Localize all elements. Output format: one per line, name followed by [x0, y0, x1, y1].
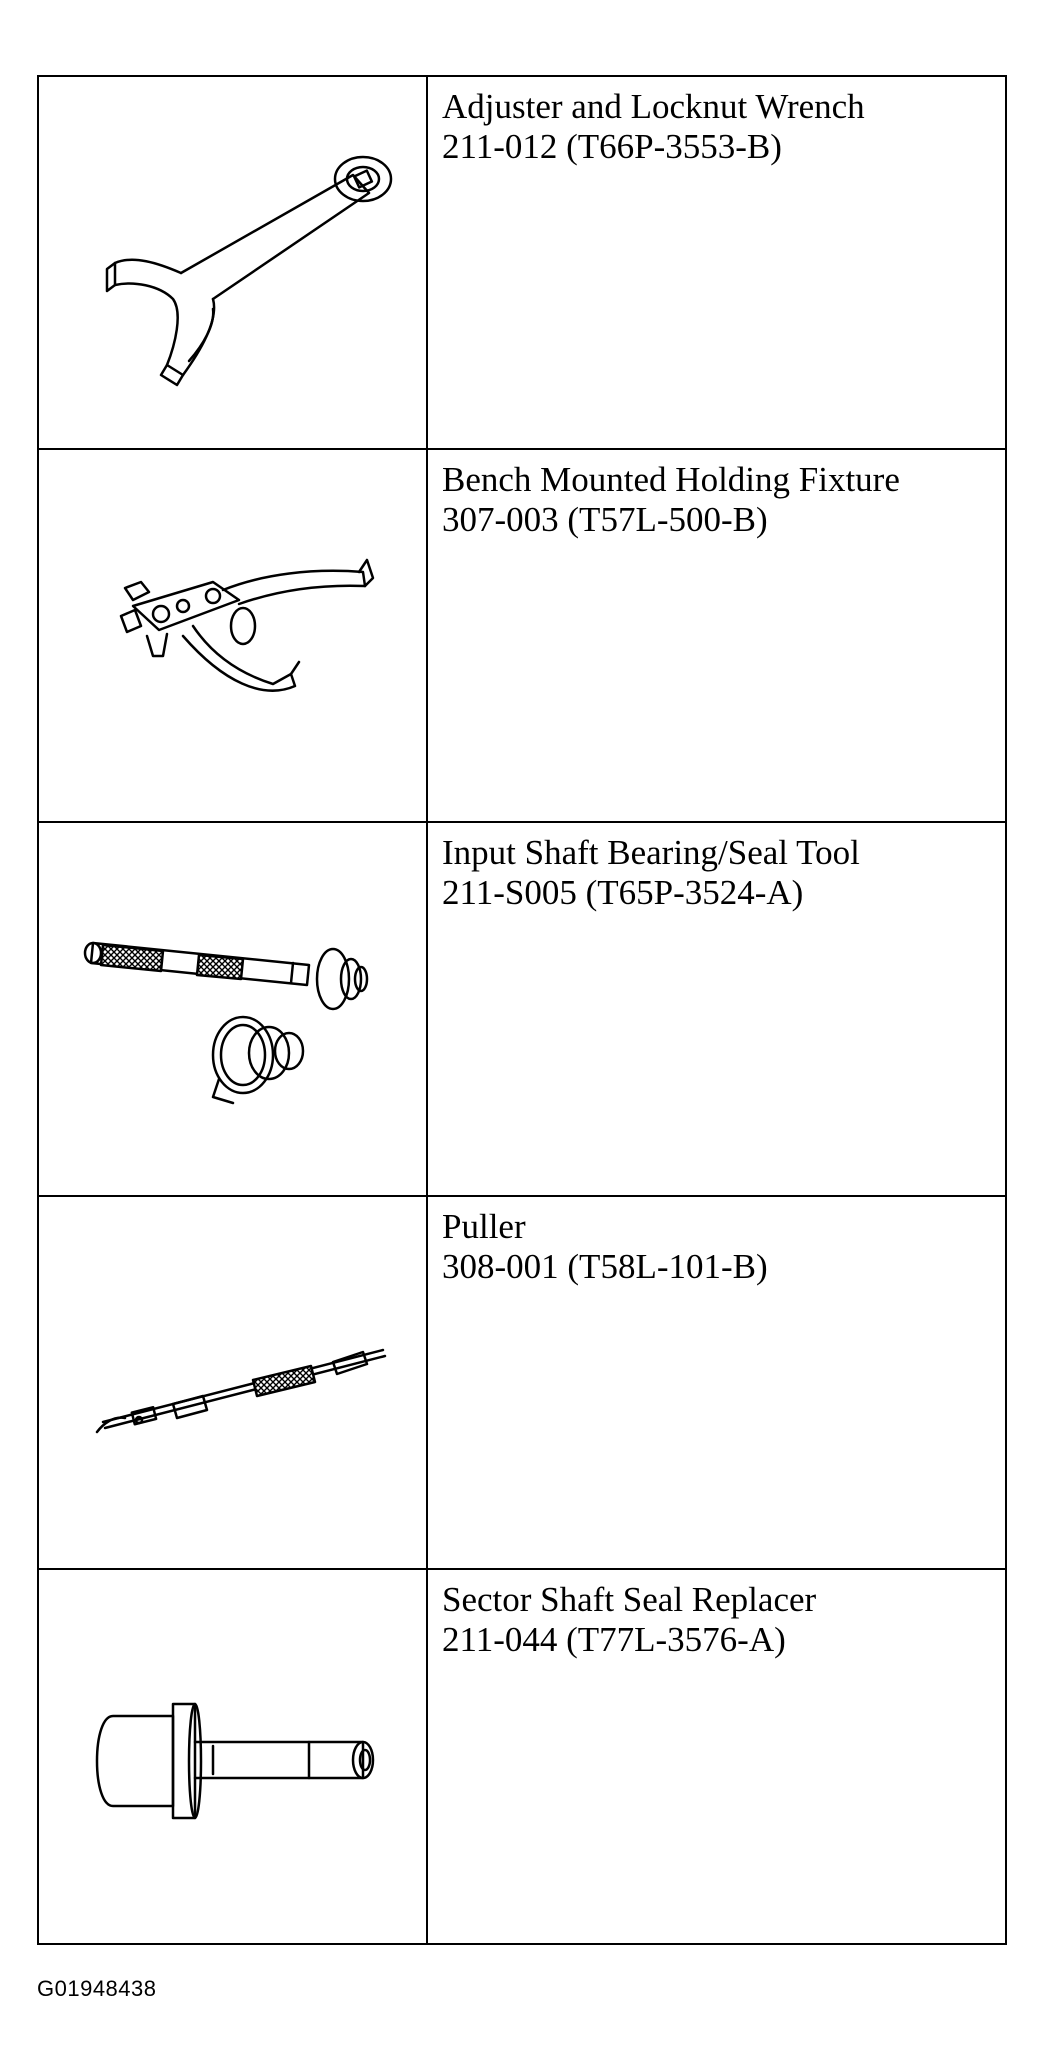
tool-illustration-cell — [39, 450, 428, 823]
tool-illustration-cell — [39, 77, 428, 450]
seal-replacer-icon — [63, 1606, 403, 1906]
tool-description-cell — [428, 77, 1005, 450]
bearing-seal-tool-icon — [63, 859, 403, 1159]
tool-name: Sector Shaft Seal Replacer — [442, 1579, 817, 1619]
tool-description-cell — [428, 823, 1005, 1196]
holding-fixture-icon — [63, 486, 403, 786]
tool-description-cell — [428, 450, 1005, 823]
tool-number: 307-003 (T57L-500-B) — [442, 500, 768, 540]
tool-illustration-cell — [39, 1570, 428, 1943]
tool-name: Adjuster and Locknut Wrench — [442, 87, 865, 126]
tool-name: Input Shaft Bearing/Seal Tool — [442, 833, 860, 873]
tool-number: 308-001 (T58L-101-B) — [442, 1246, 768, 1286]
tool-name: Bench Mounted Holding Fixture — [442, 460, 900, 500]
puller-icon — [63, 1232, 403, 1532]
figure-id: G01948438 — [37, 1976, 157, 2001]
tool-name: Puller — [442, 1206, 526, 1246]
tool-description-cell — [428, 1570, 1005, 1943]
tool-number: 211-044 (T77L-3576-A) — [442, 1619, 786, 1659]
spanner-wrench-icon — [63, 113, 403, 413]
special-tools-table — [37, 75, 1007, 1945]
tool-illustration-cell — [39, 823, 428, 1196]
tool-number: 211-S005 (T65P-3524-A) — [442, 873, 804, 913]
tool-number: 211-012 (T66P-3553-B) — [442, 127, 782, 166]
tool-illustration-cell — [39, 1197, 428, 1570]
tool-description-cell — [428, 1197, 1005, 1570]
